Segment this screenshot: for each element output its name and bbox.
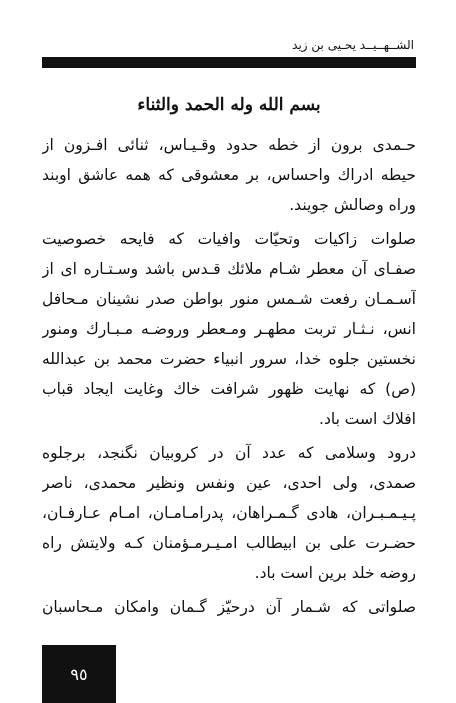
text-line: افلاك است باد.	[319, 410, 416, 428]
text-line: وراه وصالش جويند.	[289, 196, 416, 214]
paragraph-4	[42, 592, 416, 622]
text-line: آسـمـان رفعت شـمس منور بواطن صدر نشينان مـحافل	[42, 290, 416, 308]
text-line: صمدى، ولى احدى، عين ونفس ونظير محمدى، ناصر	[42, 474, 416, 492]
running-header-title: الشــهــيــد يحـيى بن زيد	[292, 38, 414, 52]
paragraph-1	[42, 130, 416, 220]
text-line: (ص) كه نهايت ظهور شرافت خاك وغايت ايجاد قباب	[42, 380, 416, 398]
text-line: انس، نـثـار تربت مطهـر ومـعطر وروضـه مـبـارك ومنور	[42, 320, 416, 338]
text-line: حـمدى برون از خطه حدود وقـيـاس، ثنائى افـزون از	[42, 136, 416, 154]
paragraph-3	[42, 438, 416, 588]
text-line: صلواتى كه شـمار آن درحيّز گـمان وامكان مـحاسبان	[42, 598, 416, 616]
body-text	[42, 130, 416, 626]
text-line: روضه خلد برين است باد.	[254, 564, 416, 582]
text-line: نخستين جلوه خدا، سرور انبياء حضرت محمد بن عبدالله	[42, 350, 416, 368]
page-number: ٩٥	[70, 664, 88, 684]
text-line: حضـرت على بن ابيطالب امـيـرمـؤمنان كـه ولايتش راه	[42, 534, 416, 552]
header-rule-bar	[42, 57, 416, 68]
text-line: حيطه ادراك واحساس، بر معشوقى كه همه عاشق اوبند	[42, 166, 416, 184]
page-number-box	[42, 645, 116, 703]
basmala-heading: بسم الله وله الحمد والثناء	[137, 95, 321, 115]
text-line: صفـاى آن معطر شـام ملائك قـدس باشد وسـتـاره اى از	[42, 260, 416, 278]
text-line: صلوات زاكيات وتحيّات وافيات كه فايحه خصوصيت	[42, 230, 416, 248]
text-line: پـيـمـبـران، هادى گـمـراهان، پدرامـامـان، امـام عـارفـان،	[42, 504, 416, 522]
paragraph-2	[42, 224, 416, 434]
text-line: درود وسلامى كه عدد آن در كروبيان نگنجد، برجلوه	[42, 444, 416, 462]
